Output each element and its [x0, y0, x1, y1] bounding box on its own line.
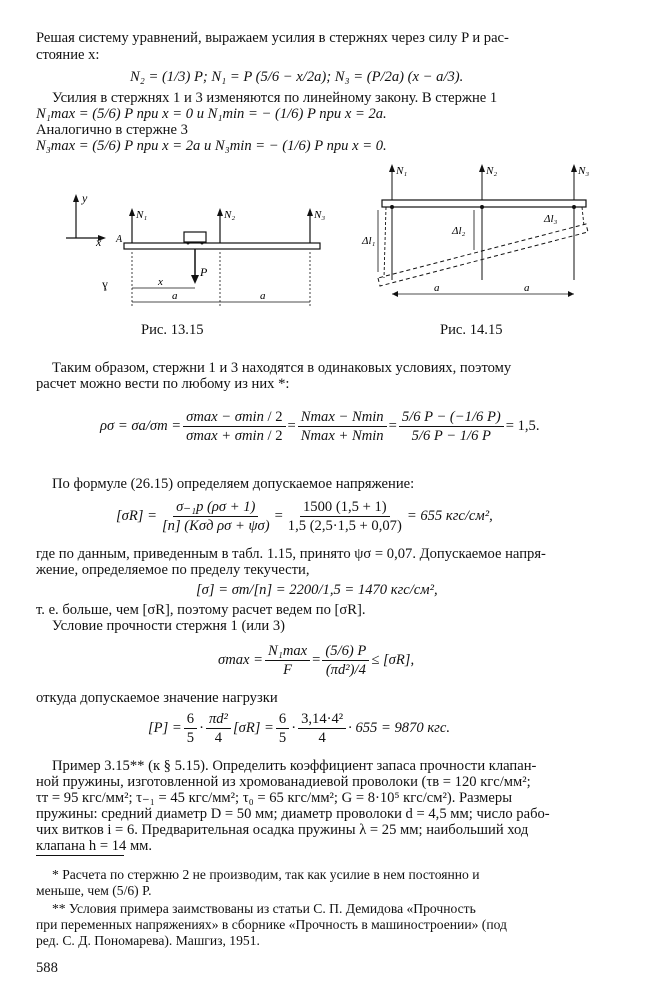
smax-frac-1: [265, 642, 310, 679]
para-3b: жение, определяемое по пределу текучести,: [36, 562, 310, 578]
formula-rho: [100, 396, 540, 456]
pp-frac-4: [298, 710, 346, 747]
example-line-1: Пример 3.15** (к § 5.15). Определить коэффициент запаса прочности клапан-: [52, 758, 537, 774]
beam-original: [382, 200, 586, 207]
beam: [124, 243, 320, 249]
pp-lhs: [P] =: [148, 720, 182, 736]
label-a: A: [116, 234, 123, 245]
sr-num2: 1500 (1,5 + 1): [300, 498, 390, 517]
joint-2: [480, 205, 484, 209]
smax-lhs: σmax =: [218, 652, 264, 668]
sr-result: = 655 кгс/см²,: [406, 508, 493, 524]
para-6: откуда допускаемое значение нагрузки: [36, 690, 278, 706]
sr-den: [n] (Kσд ρσ + ψσ): [161, 517, 270, 534]
intro-line-2: стояние x:: [36, 47, 100, 63]
intro-line-1: Решая систему уравнений, выражаем усилия в стержнях через силу P и рас-: [36, 30, 509, 46]
sr-den2: 1,5 (2,5·1,5 + 0,07): [287, 517, 402, 534]
sr-frac-2: [285, 498, 405, 535]
para-1a: Таким образом, стержни 1 и 3 находятся в одинаковых условиях, поэтому: [52, 360, 512, 376]
label-n3: N₃: [578, 165, 590, 177]
label-y: y: [82, 191, 88, 205]
arrow-p-icon: [191, 275, 199, 284]
joint-1: [390, 205, 394, 209]
rho-frac-2: [298, 408, 387, 445]
label-n3: N₃: [314, 209, 326, 221]
para-2: По формуле (26.15) определяем допускаемое напряжение:: [52, 476, 415, 492]
formula-sigma-r: [116, 494, 493, 538]
pp-f1n: 6: [184, 710, 197, 729]
equation-sigma: [σ] = σт/[n] = 2200/1,5 = 1470 кгс/см²,: [196, 582, 438, 598]
dim-arrow-right-icon: [568, 291, 574, 297]
pp-frac-2: [206, 710, 231, 747]
rho-f1-den: σmax + σmin: [186, 427, 264, 444]
example-line-2: ной пружины, изготовленной из хромованадиевой проволоки (τв = 120 кгс/мм²;: [36, 774, 531, 790]
joint-3: [572, 205, 576, 209]
rho-lhs: ρσ = σa/σm =: [100, 418, 182, 434]
pp-f4d: 4: [318, 729, 326, 746]
dim-a2-label: a: [524, 282, 530, 294]
label-n1: N₁: [396, 165, 408, 177]
rho-f2-den: Nmax + Nmin: [300, 427, 384, 444]
rho-frac-1: $\frac{\sigma\max - \sigma\min / 2}{\sigma\max + \sigma\min / 2}$: [183, 408, 285, 445]
pp-f3d: 5: [278, 729, 287, 746]
footnote-2a: ** Условия примера заимствованы из статьи С. П. Демидова «Прочность: [52, 901, 476, 916]
pp-f4n: 3,14·4²: [298, 710, 346, 729]
smax-mid: =: [312, 652, 321, 668]
figure-14-15: [360, 160, 600, 310]
example-line-5: чих витков i = 6. Предварительная осадка пружины λ = 25 мм; наибольший ход: [36, 822, 529, 838]
dim-a2-label: a: [260, 290, 266, 302]
arrow-n1-icon: [389, 164, 395, 172]
smax-den: F: [283, 661, 293, 678]
rho-eq-2: =: [388, 418, 397, 434]
arrow-n3-icon: [307, 208, 313, 216]
sr-mid: =: [274, 508, 283, 524]
sr-num: σ₋₁р (ρσ + 1): [173, 498, 258, 517]
load-cart: [184, 232, 206, 242]
para-4: т. е. больше, чем [σR], поэтому расчет ведем по [σR].: [36, 602, 366, 618]
label-n1: N₁: [136, 209, 148, 221]
smax-result: ≤ [σR],: [371, 652, 415, 668]
page-number: 588: [36, 960, 58, 976]
rho-result: = 1,5.: [505, 418, 540, 434]
label-dl1: Δl₁: [362, 235, 376, 247]
rho-f3-num: 5/6 P − (−1/6 P): [399, 408, 504, 427]
smax-den2: (πd²)/4: [325, 661, 366, 678]
equation-forces: N₂ = (1/3) P; N₁ = P (5/6 − x/2a); N₃ = (P/2a) (x − a/3).: [130, 69, 464, 85]
smax-num2: (5/6) P: [322, 642, 369, 661]
deform-line-left: [384, 207, 386, 278]
example-line-6: клапана h = 14 мм.: [36, 838, 153, 854]
rho-f2-num: Nmax − Nmin: [298, 408, 387, 427]
cart-wheel-1: [187, 242, 190, 245]
formula-sigma-max: [218, 638, 414, 682]
axis-y-arrow-icon: [73, 194, 79, 202]
dim-a1-label: a: [172, 290, 178, 302]
footnote-1b: меньше, чем (5/6) P.: [36, 883, 152, 898]
label-p: P: [200, 265, 208, 279]
rho-f3-den: 5/6 P − 1/6 P: [411, 427, 491, 444]
pp-frac-3: [276, 710, 289, 747]
pp-result: · 655 = 9870 кгс.: [348, 720, 450, 736]
intro-line-3: Усилия в стержнях 1 и 3 изменяются по линейному закону. В стержне 1: [52, 90, 498, 106]
rho-frac-3: [399, 408, 504, 445]
label-g: ɣ: [102, 277, 108, 291]
arrow-n2-icon: [479, 164, 485, 172]
caption-fig-13-15: Рис. 13.15: [141, 322, 204, 338]
label-dl3: Δl₃: [544, 213, 558, 225]
example-line-3: τт = 95 кгс/мм²; τ₋₁ = 45 кгс/мм²; τ₀ = 65 кгс/мм²; G = 8·10⁵ кгс/см²). Размеры: [36, 790, 512, 806]
intro-line-5: Аналогично в стержне 3: [36, 122, 188, 138]
para-3a: где по данным, приведенным в табл. 1.15, принято ψσ = 0,07. Допускаемое напря-: [36, 546, 546, 562]
dim-x-label: x: [158, 276, 163, 288]
label-n2: N₂: [486, 165, 498, 177]
dim-arrow-left-icon: [392, 291, 398, 297]
rho-f1-num: σmax − σmin: [186, 408, 264, 425]
para-5: Условие прочности стержня 1 (или 3): [52, 618, 286, 634]
intro-line-6: N₃max = (5/6) P при x = 2a и N₃min = − (1/6) P при x = 0.: [36, 138, 387, 154]
footnote-1a: * Расчета по стержню 2 не производим, так как усилие в нем постоянно и: [52, 867, 480, 882]
rho-f1-num2: 2: [275, 408, 283, 425]
intro-line-4: N₁max = (5/6) P при x = 0 и N₁min = − (1/6) P при x = 2a.: [36, 106, 387, 122]
pp-mid: [σR] =: [232, 720, 274, 736]
pp-f2d: 4: [214, 729, 223, 746]
arrow-n3-icon: [571, 164, 577, 172]
dim-a1-label: a: [434, 282, 440, 294]
cart-wheel-2: [201, 242, 204, 245]
label-x: x: [96, 235, 102, 249]
figure-13-15: [60, 180, 330, 320]
label-n2: N₂: [224, 209, 236, 221]
arrow-n2-icon: [217, 208, 223, 216]
sr-lhs: [σR] =: [116, 508, 157, 524]
pp-f2n: πd²: [206, 710, 231, 729]
caption-fig-14-15: Рис. 14.15: [440, 322, 503, 338]
label-dl2: Δl₂: [452, 225, 466, 237]
sr-frac-1: [159, 498, 273, 535]
smax-num: N₁max: [265, 642, 310, 661]
pp-frac-1: [184, 710, 197, 747]
smax-frac-2: [322, 642, 369, 679]
para-1b: расчет можно вести по любому из них *:: [36, 376, 290, 392]
example-line-4: пружины: средний диаметр D = 50 мм; диаметр проволоки d = 4,5 мм; число рабо-: [36, 806, 550, 822]
footnote-2c: ред. С. Д. Пономарева). Машгиз, 1951.: [36, 933, 260, 948]
pp-f1d: 5: [186, 729, 195, 746]
footnote-2b: при переменных напряжениях» в сборнике «Прочность в машиностроении» (под: [36, 917, 507, 932]
rho-eq: =: [287, 418, 296, 434]
pp-f3n: 6: [276, 710, 289, 729]
formula-p: [P] = $\frac{6}{5}$ · $\frac{\text{πd²}}{4}$ [σR] = $\frac{6}{5}$ · $\frac{\text{3,14·4²}}{4}$ · 655 = 9870 кгс.: [148, 710, 450, 746]
deform-line-right: [582, 207, 584, 226]
rho-f1-den2: 2: [275, 427, 283, 444]
footnote-rule: [36, 855, 124, 856]
arrow-n1-icon: [129, 208, 135, 216]
beam-deformed: [378, 224, 588, 286]
